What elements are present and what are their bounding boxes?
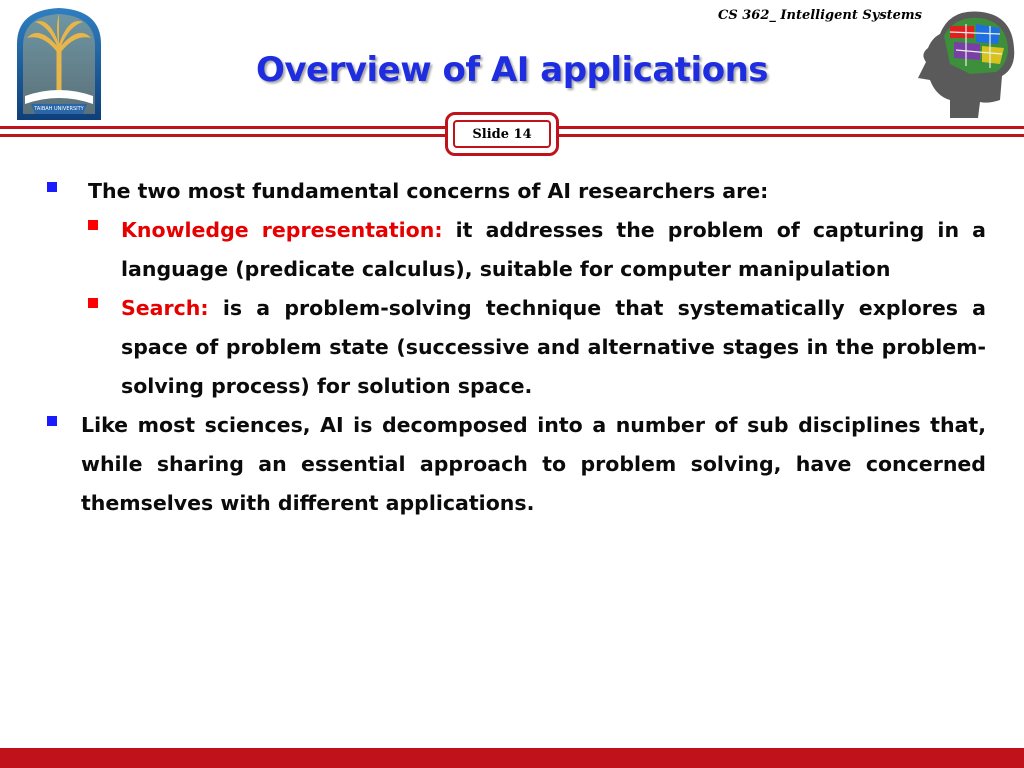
square-bullet-icon <box>88 298 98 308</box>
knowledge-representation-text: it addresses the problem of capturing in a language (predicate calculus), suitable for computer manipulation <box>121 218 986 281</box>
slide-body <box>44 172 986 523</box>
course-label: CS 362_ Intelligent Systems <box>717 8 922 23</box>
logo-caption: TAIBAH UNIVERSITY <box>34 106 84 112</box>
footer-bar <box>0 748 1024 768</box>
subbullet-knowledge-representation <box>121 211 986 289</box>
square-bullet-icon <box>47 182 57 192</box>
search-text: is a problem-solving technique that systematically explores a space of problem state (successive and alternative stages in the problem-solving process) for solution space. <box>121 296 986 398</box>
search-term: Search: <box>121 296 209 320</box>
slide-number-label: Slide 14 <box>453 120 551 148</box>
bullet-subdisciplines-text: Like most sciences, AI is decomposed into a number of sub disciplines that, while sharing an essential approach to problem solving, have concerned themselves with different applications. <box>81 413 986 515</box>
bullet-intro <box>44 172 986 211</box>
square-bullet-icon <box>88 220 98 230</box>
bullet-subdisciplines <box>44 406 986 523</box>
slide-title: Overview of AI applications <box>255 50 769 90</box>
slide-number-badge <box>445 112 559 156</box>
knowledge-representation-term: Knowledge representation: <box>121 218 443 242</box>
subbullet-search <box>121 289 986 406</box>
square-bullet-icon <box>47 416 57 426</box>
bullet-intro-text: The two most fundamental concerns of AI researchers are: <box>88 179 769 203</box>
